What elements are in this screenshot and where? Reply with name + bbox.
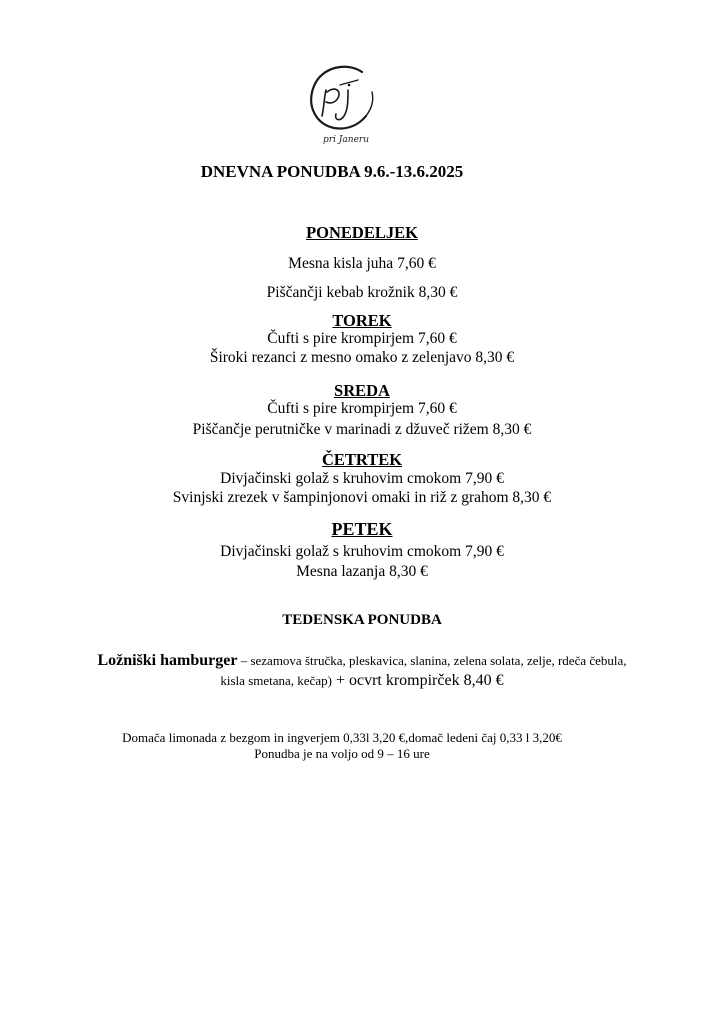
day-heading-monday: PONEDELJEK <box>306 223 418 242</box>
logo-monogram-icon <box>300 58 390 148</box>
menu-item: Mesna kisla juha 7,60 € <box>288 255 436 272</box>
menu-item: Čufti s pire krompirjem 7,60 € <box>267 400 457 417</box>
day-heading-wednesday: SREDA <box>334 381 390 400</box>
menu-item: Svinjski zrezek v šampinjonovi omaki in riž z grahom 8,30 € <box>172 489 552 506</box>
menu-item: Široki rezanci z mesno omako z zelenjavo 8,30 € <box>209 349 515 366</box>
logo-tagline: pri Janeru <box>323 135 369 145</box>
menu-item: Čufti s pire krompirjem 7,60 € <box>267 330 457 347</box>
burger-description-cont: kisla smetana, kečap) <box>220 673 332 688</box>
day-heading-tuesday: TOREK <box>332 311 392 330</box>
menu-item: Mesna lazanja 8,30 € <box>296 563 428 580</box>
drinks-note: Domača limonada z bezgom in ingverjem 0,33l 3,20 €,domač ledeni čaj 0,33 l 3,20€ <box>122 730 562 745</box>
burger-name: Ložniški hamburger <box>97 652 238 669</box>
hours-note: Ponudba je na voljo od 9 – 16 ure <box>254 746 430 761</box>
burger-description: sezamova štručka, pleskavica, slanina, zelena solata, zelje, rdeča čebula, <box>250 653 627 668</box>
page-title: DNEVNA PONUDBA 9.6.-13.6.2025 <box>200 162 464 181</box>
day-heading-friday: PETEK <box>331 519 393 539</box>
menu-item: Divjačinski golaž s kruhovim cmokom 7,90 € <box>220 543 504 560</box>
day-heading-thursday: ČETRTEK <box>321 450 403 469</box>
burger-dash: – <box>237 653 251 668</box>
weekly-offer-heading: TEDENSKA PONUDBA <box>282 612 442 628</box>
menu-item: Divjačinski golaž s kruhovim cmokom 7,90 € <box>220 470 504 487</box>
weekly-offer-item <box>0 652 724 690</box>
menu-item: Piščančje perutničke v marinadi z džuveč rižem 8,30 € <box>192 421 532 438</box>
weekly-offer-line-2 <box>0 672 724 690</box>
restaurant-logo <box>300 58 390 148</box>
weekly-offer-line-1 <box>0 652 724 670</box>
menu-item: Piščančji kebab krožnik 8,30 € <box>266 284 458 301</box>
burger-side-price: + ocvrt krompirček 8,40 € <box>331 672 504 689</box>
